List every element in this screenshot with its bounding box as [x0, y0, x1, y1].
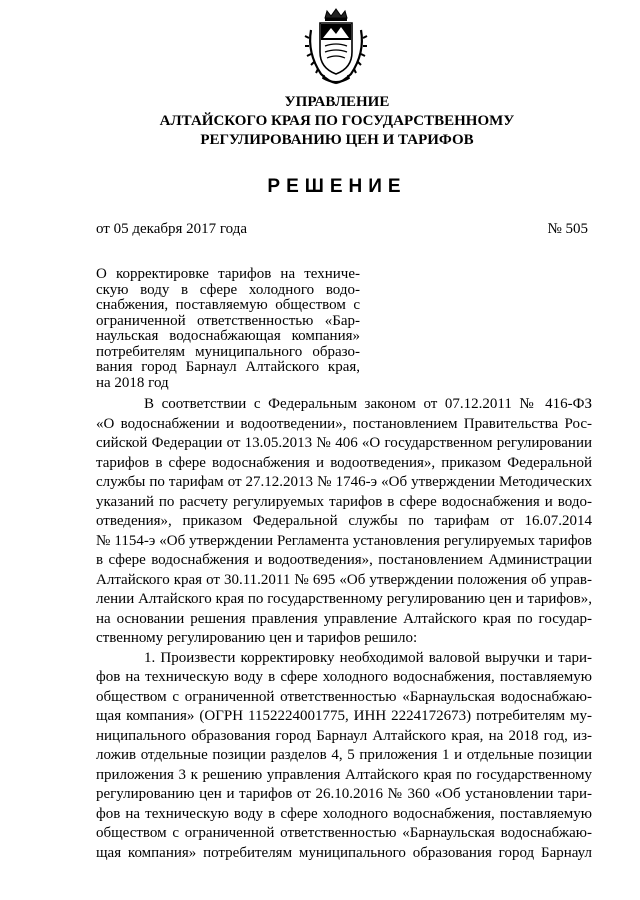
subject-line: вания город Барнаул Алтайского края,: [96, 359, 360, 375]
subject-line: наульская водоснабжающая компания»: [96, 328, 360, 344]
body-line: щая компания» (ОГРН 1152224001775, ИНН 2224172673) потребителям му-: [96, 708, 592, 724]
issuing-authority: [130, 93, 544, 150]
body-line: в сфере водоснабжения и водоотведения», постановлением Администрации: [96, 552, 592, 568]
document-number: № 505: [547, 221, 588, 237]
subject-line: на 2018 год: [96, 374, 169, 391]
subject-line: О корректировке тарифов на техниче-: [96, 266, 360, 282]
subject-line: потребителям муниципального образо-: [96, 343, 360, 360]
body-line: лении Алтайского края по государственному регулированию цен и тарифов»,: [96, 591, 592, 607]
authority-line: АЛТАЙСКОГО КРАЯ ПО ГОСУДАРСТВЕННОМУ: [159, 113, 515, 129]
body-line: 1. Произвести корректировку необходимой валовой выручки и тари-: [144, 649, 592, 666]
body-line: приложения 3 к решению управления Алтайского края по государственному: [96, 766, 592, 783]
body-line: фов на техническую воду в сфере холодного водоснабжения, поставляемую: [96, 805, 592, 822]
body-line: на основании решения правления управление Алтайского края по государ-: [96, 610, 592, 627]
document-type-title: РЕШЕНИЕ: [267, 176, 407, 197]
body-line: Алтайского края от 30.11.2011 № 695 «Об утверждении положения об управ-: [96, 571, 592, 588]
body-line: ниципального образования город Барнаул Алтайского края, на 2018 год, из-: [96, 727, 592, 744]
authority-line: УПРАВЛЕНИЕ: [284, 94, 390, 110]
body-line: тарифов в сфере водоснабжения и водоотведения», приказом Федеральной: [96, 454, 592, 471]
authority-line: РЕГУЛИРОВАНИЮ ЦЕН И ТАРИФОВ: [200, 132, 474, 148]
body-line: регулированию цен и тарифов от 26.10.2016 № 360 «Об установлении тари-: [96, 786, 592, 802]
document-date: от 05 декабря 2017 года: [96, 221, 248, 237]
body-line: указаний по расчету регулируемых тарифов в сфере водоснабжения и водо-: [96, 493, 592, 510]
body-line: службы по тарифам от 27.12.2013 № 1746-э «Об утверждении Методических: [96, 474, 592, 490]
body-line: ложив отдельные позиции разделов 4, 5 приложения 1 и отдельные позиции: [96, 747, 592, 763]
subject-line: ограниченной ответственностью «Бар-: [96, 312, 360, 329]
coat-of-arms-icon: [303, 8, 369, 86]
body-line: «О водоснабжении и водоотведении», постановлением Правительства Рос-: [96, 415, 592, 432]
body-line: фов на техническую воду в сфере холодного водоснабжения, поставляемую: [96, 669, 592, 685]
body-line: сийской Федерации от 13.05.2013 № 406 «О государственном регулировании: [96, 435, 592, 451]
subject-line: снабжения, поставляемую обществом с: [96, 297, 360, 313]
body-line: В соответствии с Федеральным законом от 07.12.2011 № 416-ФЗ: [144, 396, 592, 412]
body-line: № 1154-э «Об утверждении Регламента установления регулируемых тарифов: [96, 532, 592, 549]
subject-line: скую воду в сфере холодного водо-: [96, 281, 360, 298]
body-line: щая компания» потребителям муниципального образования город Барнаул: [96, 844, 592, 861]
document-subject: [96, 267, 360, 391]
body-line: обществом с ограниченной ответственностью «Барнаульская водоснабжаю-: [96, 688, 592, 705]
document-body: [96, 395, 592, 863]
body-line: обществом с ограниченной ответственностью «Барнаульская водоснабжаю-: [96, 825, 592, 841]
body-line: ственному регулированию цен и тарифов решило:: [96, 630, 418, 646]
body-line: отведения», приказом Федеральной службы по тарифам от 16.07.2014: [96, 513, 592, 529]
